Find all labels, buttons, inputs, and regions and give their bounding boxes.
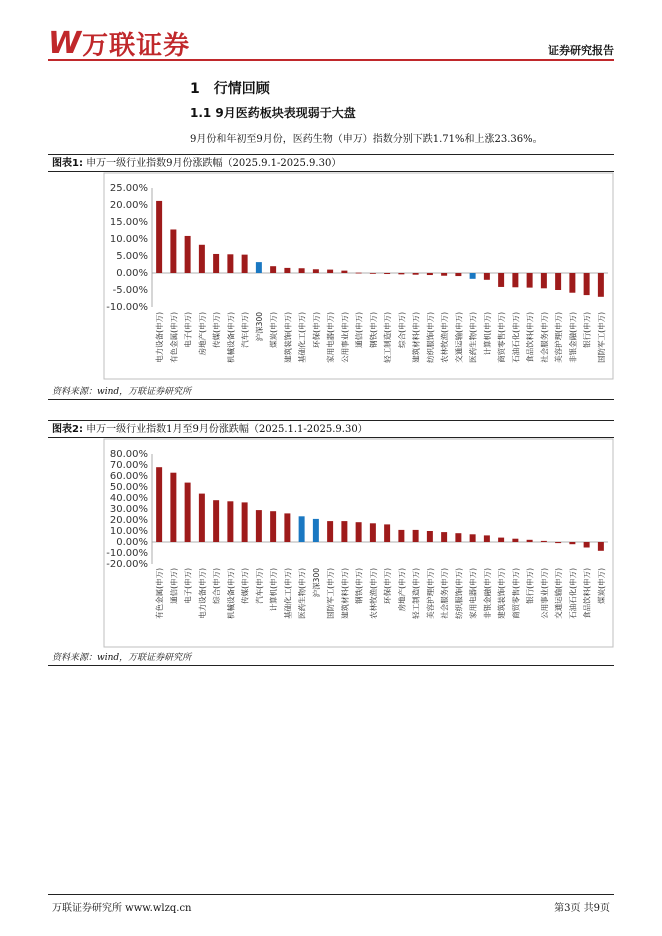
figure-1-caption: [48, 154, 614, 172]
chart-1-category-label: 综合(申万): [397, 312, 407, 348]
chart-1-category-label: 通信(申万): [354, 312, 364, 348]
footer-divider: [48, 894, 614, 895]
chart-2-category-label: 非银金融(申万): [482, 568, 492, 619]
chart-2-category-label: 商贸零售(申万): [511, 568, 521, 619]
header-divider: [48, 59, 614, 61]
chart-2-ytick: 20.00%: [109, 515, 148, 526]
chart-1-category-label: 电子(申万): [183, 312, 193, 348]
chart-2-ytick: -10.00%: [106, 548, 148, 559]
chart-1-bar: [256, 262, 262, 273]
chart-2-bar: [498, 538, 504, 542]
chart-2-category-label: 石油石化(申万): [568, 568, 578, 619]
chart-1-category-label: 银行(申万): [582, 312, 592, 348]
chart-1-category-label: 钢铁(申万): [368, 312, 378, 348]
chart-2-category-label: 电力设备(申万): [197, 568, 207, 619]
chart-2-bar: [227, 501, 233, 542]
chart-1-category-label: 石油石化(申万): [511, 312, 521, 363]
chart-1-category-label: 房地产(申万): [197, 312, 207, 356]
chart-1-bar: [199, 245, 205, 273]
chart-2-bar: [555, 542, 561, 543]
chart-1-bar: [484, 273, 490, 280]
chart-1-category-label: 环保(申万): [311, 312, 321, 348]
figure-2-caption: [48, 420, 614, 438]
chart-2-category-label: 交通运输(申万): [554, 568, 564, 619]
chart-1-bar: [185, 236, 191, 273]
chart-1-bar: [341, 271, 347, 273]
chart-2-category-label: 社会服务(申万): [440, 568, 450, 619]
figure-2-label: 图表2:: [52, 424, 83, 435]
chart-1-category-label: 医药生物(申万): [468, 312, 478, 363]
chart-1-ytick: 25.00%: [109, 183, 148, 194]
chart-2-bar: [356, 522, 362, 542]
chart-2-category-label: 公用事业(申万): [539, 568, 549, 619]
chart-1-bar: [569, 273, 575, 293]
chart-2-category-label: 美容护理(申万): [425, 568, 435, 619]
chart-2-bar: [156, 467, 162, 542]
chart-1-ytick: 20.00%: [109, 200, 148, 211]
chart-1-bar: [598, 273, 604, 297]
chart-1-bar: [584, 273, 590, 295]
chart-1-ytick: 5.00%: [116, 251, 148, 262]
chart-2-bar: [470, 534, 476, 542]
chart-2-ytick: 30.00%: [109, 504, 148, 515]
chart-2-bar: [398, 530, 404, 542]
chart-2-category-label: 农林牧渔(申万): [368, 568, 378, 619]
chart-1-bar: [455, 273, 461, 276]
chart-2-category-label: 计算机(申万): [269, 568, 279, 612]
chart-2-category-label: 电子(申万): [183, 568, 193, 604]
chart-2-category-label: 建筑材料(申万): [340, 568, 350, 619]
chart-2-bar: [569, 542, 575, 544]
figure-1-title: 申万一级行业指数9月份涨跌幅（2025.9.1-2025.9.30）: [86, 158, 342, 169]
figure-2-chart: [48, 438, 614, 650]
chart-2-category-label: 家用电器(申万): [468, 568, 478, 619]
chart-1-bar: [398, 273, 404, 274]
figure-2-title: 申万一级行业指数1月至9月份涨跌幅（2025.1.1-2025.9.30）: [86, 424, 368, 435]
chart-2-bar: [256, 510, 262, 542]
chart-2-ytick: 0.00%: [116, 537, 148, 548]
chart-2-category-label: 医药生物(申万): [297, 568, 307, 619]
chart-1-bar: [327, 270, 333, 273]
company-logo: [48, 25, 191, 61]
chart-2-category-label: 基础化工(申万): [283, 568, 293, 619]
chart-2-category-label: 煤炭(申万): [596, 568, 606, 604]
chart-1-bar: [413, 273, 419, 275]
chart-1-bar: [213, 254, 219, 273]
chart-2-bar: [185, 483, 191, 542]
chart-1-category-label: 非银金融(申万): [568, 312, 578, 363]
chart-1-bar: [541, 273, 547, 288]
chart-1-category-label: 机械设备(申万): [226, 312, 236, 363]
document-type: 证券研究报告: [548, 44, 614, 57]
logo-mark: W: [48, 25, 79, 61]
footer-left: 万联证券研究所 www.wlzq.cn: [52, 903, 192, 914]
chart-1-category-label: 农林牧渔(申万): [440, 312, 450, 363]
chart-1-bar: [512, 273, 518, 287]
chart-1-bar: [227, 254, 233, 273]
chart-2-bar: [527, 540, 533, 542]
chart-1-svg: [48, 172, 614, 382]
figure-1-chart: [48, 172, 614, 382]
chart-2-bar: [413, 530, 419, 542]
chart-1-category-label: 美容护理(申万): [554, 312, 564, 363]
chart-1-category-label: 社会服务(申万): [539, 312, 549, 363]
chart-1-bar: [498, 273, 504, 287]
chart-2-category-label: 银行(申万): [525, 568, 535, 604]
chart-1-category-label: 沪深300: [254, 312, 264, 342]
chart-2-bar: [598, 542, 604, 551]
chart-2-plot-frame: [104, 439, 613, 647]
chart-1-category-label: 纺织服饰(申万): [425, 312, 435, 363]
chart-2-category-label: 房地产(申万): [397, 568, 407, 612]
chart-2-bar: [384, 524, 390, 542]
chart-2-bar: [170, 473, 176, 542]
chart-2-svg: [48, 438, 614, 650]
chart-2-category-label: 综合(申万): [212, 568, 222, 604]
chart-1-category-label: 煤炭(申万): [269, 312, 279, 348]
chart-1-category-label: 交通运输(申万): [454, 312, 464, 363]
chart-2-bar: [327, 521, 333, 542]
chart-2-bar: [512, 539, 518, 542]
chart-1-bar: [441, 273, 447, 276]
chart-1-category-label: 传媒(申万): [212, 312, 222, 348]
figure-2-source: 资料来源：wind，万联证券研究所: [48, 650, 614, 666]
chart-1-ytick: 10.00%: [109, 234, 148, 245]
chart-2-bar: [441, 532, 447, 542]
chart-1-ytick: 15.00%: [109, 217, 148, 228]
chart-1-bar: [370, 273, 376, 274]
chart-1-category-label: 建筑装饰(申万): [283, 312, 293, 363]
chart-1-category-label: 汽车(申万): [240, 312, 250, 348]
chart-2-ytick: 50.00%: [109, 482, 148, 493]
chart-2-bar: [427, 531, 433, 542]
logo-name: 万联证券: [82, 30, 191, 61]
chart-1-bar: [156, 201, 162, 273]
section-heading: 1 行情回顾: [190, 81, 270, 97]
figure-1-label: 图表1:: [52, 158, 83, 169]
chart-1-bar: [270, 266, 276, 273]
chart-2-category-label: 汽车(申万): [254, 568, 264, 604]
chart-2-bar: [199, 494, 205, 542]
chart-1-category-label: 食品饮料(申万): [525, 312, 535, 363]
subsection-heading: 1.1 9月医药板块表现弱于大盘: [190, 106, 356, 120]
chart-2-ytick: 10.00%: [109, 526, 148, 537]
chart-2-bar: [284, 513, 290, 542]
chart-1-category-label: 家用电器(申万): [326, 312, 336, 363]
chart-1-bar: [527, 273, 533, 288]
chart-1-ytick: -5.00%: [112, 285, 148, 296]
chart-1-bar: [242, 255, 248, 273]
chart-1-bar: [313, 269, 319, 273]
chart-2-category-label: 食品饮料(申万): [582, 568, 592, 619]
chart-1-bar: [299, 268, 305, 273]
chart-2-bar: [242, 502, 248, 542]
chart-2-bar: [541, 541, 547, 542]
body-paragraph: 9月份和年初至9月份，医药生物（申万）指数分别下跌1.71%和上涨23.36%。: [190, 134, 543, 145]
chart-2-category-label: 有色金属(申万): [155, 568, 165, 619]
chart-1-ytick: -10.00%: [106, 302, 148, 313]
chart-2-bar: [313, 519, 319, 542]
chart-1-bar: [356, 273, 362, 274]
chart-1-category-label: 国防军工(申万): [596, 312, 606, 363]
chart-2-bar: [299, 516, 305, 542]
chart-2-ytick: 60.00%: [109, 471, 148, 482]
chart-2-category-label: 通信(申万): [169, 568, 179, 604]
chart-2-bar: [270, 511, 276, 542]
chart-2-category-label: 沪深300: [311, 568, 321, 598]
chart-1-category-label: 商贸零售(申万): [497, 312, 507, 363]
chart-2-bar: [370, 523, 376, 542]
chart-2-bar: [455, 533, 461, 542]
chart-1-bar: [284, 268, 290, 273]
chart-2-bar: [213, 500, 219, 542]
chart-1-category-label: 建筑材料(申万): [411, 312, 421, 363]
chart-2-category-label: 国防军工(申万): [326, 568, 336, 619]
chart-1-category-label: 基础化工(申万): [297, 312, 307, 363]
chart-2-ytick: 80.00%: [109, 449, 148, 460]
chart-1-category-label: 轻工制造(申万): [383, 312, 393, 363]
chart-2-ytick: 70.00%: [109, 460, 148, 471]
chart-1-ytick: 0.00%: [116, 268, 148, 279]
chart-2-category-label: 纺织服饰(申万): [454, 568, 464, 619]
chart-1-bar: [384, 273, 390, 274]
chart-2-bar: [341, 521, 347, 542]
chart-2-category-label: 机械设备(申万): [226, 568, 236, 619]
chart-2-category-label: 建筑装饰(申万): [497, 568, 507, 619]
chart-1-category-label: 计算机(申万): [482, 312, 492, 356]
chart-2-category-label: 环保(申万): [383, 568, 393, 604]
chart-1-category-label: 公用事业(申万): [340, 312, 350, 363]
chart-2-category-label: 轻工制造(申万): [411, 568, 421, 619]
chart-1-category-label: 电力设备(申万): [155, 312, 165, 363]
chart-1-bar: [555, 273, 561, 290]
chart-2-bar: [584, 542, 590, 548]
chart-2-ytick: -20.00%: [106, 559, 148, 570]
chart-1-bar: [427, 273, 433, 275]
chart-2-category-label: 传媒(申万): [240, 568, 250, 604]
chart-2-category-label: 钢铁(申万): [354, 568, 364, 604]
chart-1-bar: [170, 229, 176, 273]
chart-1-category-label: 有色金属(申万): [169, 312, 179, 363]
figure-1-source: 资料来源：wind，万联证券研究所: [48, 384, 614, 400]
chart-2-ytick: 40.00%: [109, 493, 148, 504]
chart-1-bar: [470, 273, 476, 279]
page-number: 第3页 共9页: [554, 903, 610, 914]
chart-2-bar: [484, 535, 490, 542]
